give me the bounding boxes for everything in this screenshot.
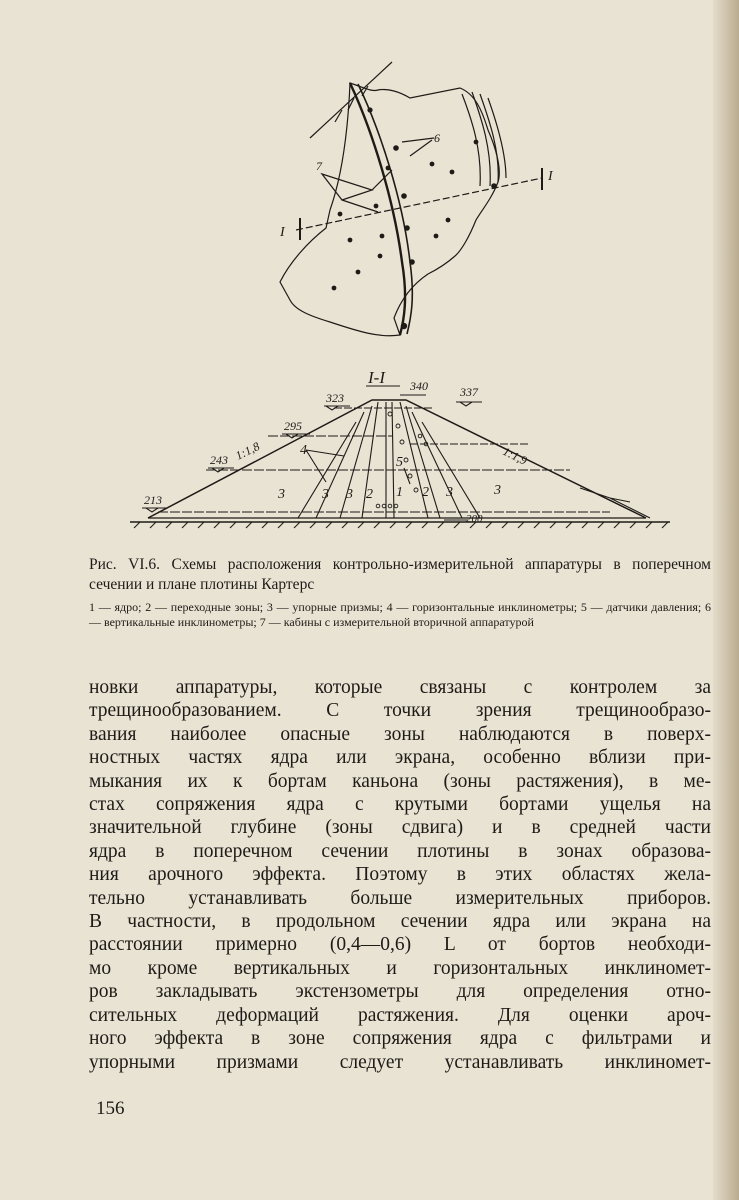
body-text [89,676,711,1074]
zone-3-b: 3 [346,487,353,502]
zone-5: 5 [396,455,403,470]
caption-title: Рис. VI.6. Схемы расположения контрольно-измерительной аппаратуры в поперечном сечении и плане плотины Картерс [89,556,711,593]
plan-section-mark-right: I [548,169,553,184]
body-line: ния арочного эффекта. Поэтому в этих областях жела- [89,864,711,886]
dam-figure [110,50,680,540]
body-line: ядра в поперечном сечении плотины в зонах образова- [89,840,711,862]
core-center-2 [392,402,394,518]
transition-right-2 [412,412,462,518]
body-line: тельно устанавливать больше измерительных приборов. [89,887,711,909]
leader-4 [306,450,344,482]
elev-337-mark [456,402,482,406]
plan-outline [280,83,499,336]
zone-3-left: 3 [278,487,285,502]
body-line: значительной глубине (зоны сдвига) и в средней части [89,817,711,839]
elev-243: 243 [210,453,228,467]
zone-2-right: 2 [422,485,429,500]
slope-upstream: 1:1,8 [233,439,262,463]
zone-3-a: 3 [322,487,329,502]
page-edge-shadow [713,0,739,1200]
zone-2-left: 2 [366,487,373,502]
caption-legend: 1 — ядро; 2 — переходные зоны; 3 — упорные призмы; 4 — горизонтальные инклинометры; 5 — датчики давления; 6 — вертикальные инклинометры; 7 — кабины с измерительной вторичной аппаратурой [89,600,711,629]
elev-295: 295 [284,419,302,433]
downstream-arc-3 [480,94,498,182]
zone-3-right: 3 [494,483,501,498]
plan-section-mark-left: I [280,225,285,240]
elev-340: 340 [410,379,428,393]
page-number: 156 [96,1098,125,1119]
plan-axis-ext [310,62,392,138]
figure-caption [89,555,711,630]
ground-hatch [134,522,668,528]
body-line: мыкания их к бортам каньона (зоны растяжения), в ме- [89,770,711,792]
slope-downstream: 1:1,9 [500,444,530,468]
body-line: ного эффекта в зоне сопряжения ядра с фильтрами и [89,1028,711,1050]
zone-1: 1 [396,485,403,500]
zone-3-c: 3 [446,485,453,500]
cabin-lines [322,170,392,212]
dam-figure-drawing [110,50,680,540]
body-line: упорными призмами следует устанавливать инклиномет- [89,1051,711,1073]
plan-label-7: 7 [316,159,322,173]
body-line: расстоянии примерно (0,4—0,6) L от бортов необходи- [89,934,711,956]
body-line: трещинообразованием. С точки зрения трещинообразо- [89,700,711,722]
elev-213: 213 [144,493,162,507]
body-line: ров закладывать экстензометры для определения отно- [89,981,711,1003]
body-line: новки аппаратуры, которые связаны с контролем за [89,677,711,698]
transition-left-2 [316,412,364,518]
elev-200: 200 [466,513,483,525]
section-title: I-I [368,368,385,387]
body-line: ностных частях ядра или экрана, особенно вблизи при- [89,747,711,769]
body-line: вания наиболее опасные зоны наблюдаются в поверх- [89,723,711,745]
inclinometer-lines [402,138,434,156]
elev-337: 337 [460,385,478,399]
elev-323: 323 [326,391,344,405]
plan-label-6: 6 [434,131,440,145]
body-line: сительных деформаций растяжения. Для оценки ароч- [89,1004,711,1026]
zone-4: 4 [300,443,307,458]
body-line: стах сопряжения ядра с крутыми бортами ущелья на [89,794,711,816]
body-line: В частности, в продольном сечении ядра или экрана на [89,911,711,933]
downstream-arc-2 [472,92,490,186]
body-line: мо кроме вертикальных и горизонтальных инклиномет- [89,957,711,979]
section-line-I-I [296,178,542,230]
